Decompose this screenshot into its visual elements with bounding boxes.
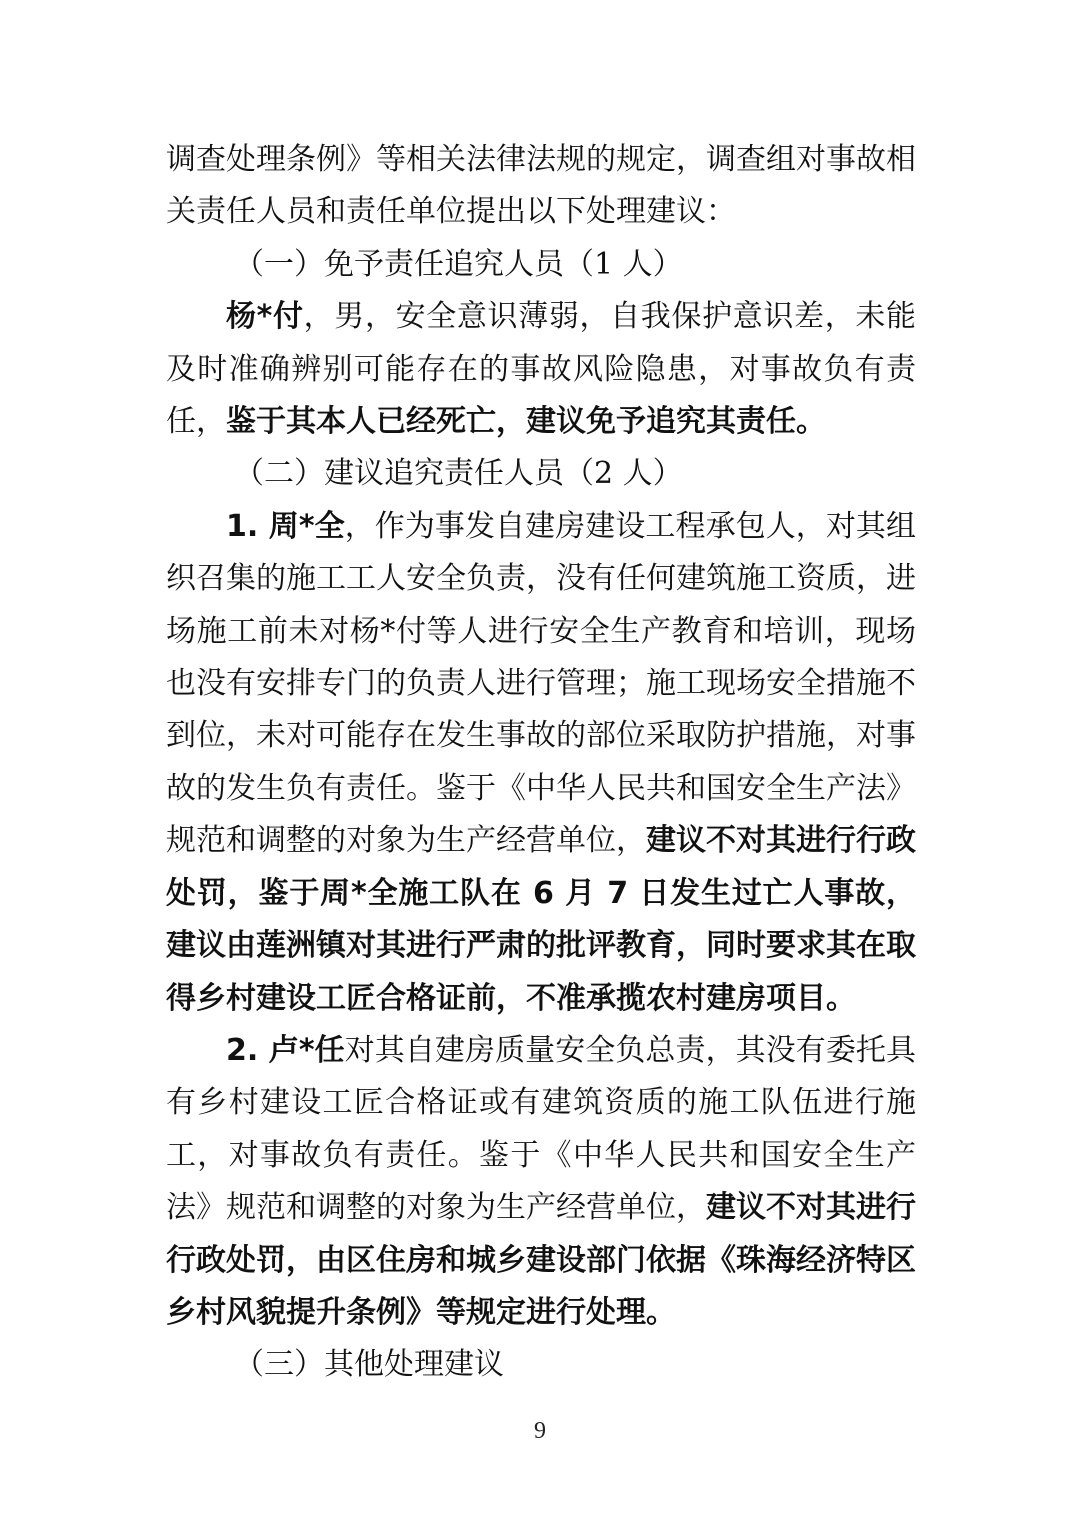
section-heading-1: （一）免予责任追究人员（1 人）	[234, 246, 683, 282]
person-name-yang: 杨*付	[226, 299, 304, 335]
paragraph-yang-text: ，男，安全意识薄弱，自我保护意识差，未能及时准确辨别可能存在的事故风险隐患，对事故负有责任，	[166, 299, 916, 440]
paragraph-zhou-conclusion: 建议不对其进行行政处罚，鉴于周*全施工队在 6 月 7 日发生过亡人事故，建议由莲洲镇对其进行严肃的批评教育，同时要求其在取得乡村建设工匠合格证前，不准承揽农村建房项目。	[166, 823, 916, 1016]
intro-paragraph: 调查处理条例》等相关法律法规的规定，调查组对事故相关责任人员和责任单位提出以下处理建议：	[166, 142, 916, 230]
person-name-zhou: 1. 周*全	[226, 508, 345, 544]
page-number: 9	[534, 1418, 546, 1444]
paragraph-lu-conclusion: 建议不对其进行行政处罚，由区住房和城乡建设部门依据《珠海经济特区乡村风貌提升条例》等规定进行处理。	[166, 1190, 916, 1330]
paragraph-lu-text: 对其自建房质量安全负总责，其没有委托具有乡村建设工匠合格证或有建筑资质的施工队伍进行施工，对事故负有责任。鉴于《中华人民共和国安全生产法》规范和调整的对象为生产经营单位，	[166, 1032, 917, 1226]
section-heading-2: （二）建议追究责任人员（2 人）	[234, 456, 683, 492]
paragraph-lu	[166, 1025, 916, 1339]
paragraph-zhou	[166, 501, 916, 1025]
paragraph-yang-conclusion: 鉴于其本人已经死亡，建议免予追究其责任。	[226, 404, 826, 440]
paragraph-yang	[166, 291, 916, 448]
section-heading-3: （三）其他处理建议	[234, 1347, 504, 1383]
paragraph-zhou-text: ，作为事发自建房建设工程承包人，对其组织召集的施工工人安全负责，没有任何建筑施工资质，进场施工前未对杨*付等人进行安全生产教育和培训，现场也没有安排专门的负责人进行管理；施工现场安全措施不到位，未对可能存在发生事故的部位采取防护措施，对事故的发生负有责任。鉴于《中华人民共和国安全生产法》规范和调整的对象为生产经营单位，	[166, 508, 917, 859]
document-body	[166, 134, 916, 1392]
person-name-lu: 2. 卢*任	[226, 1032, 345, 1068]
